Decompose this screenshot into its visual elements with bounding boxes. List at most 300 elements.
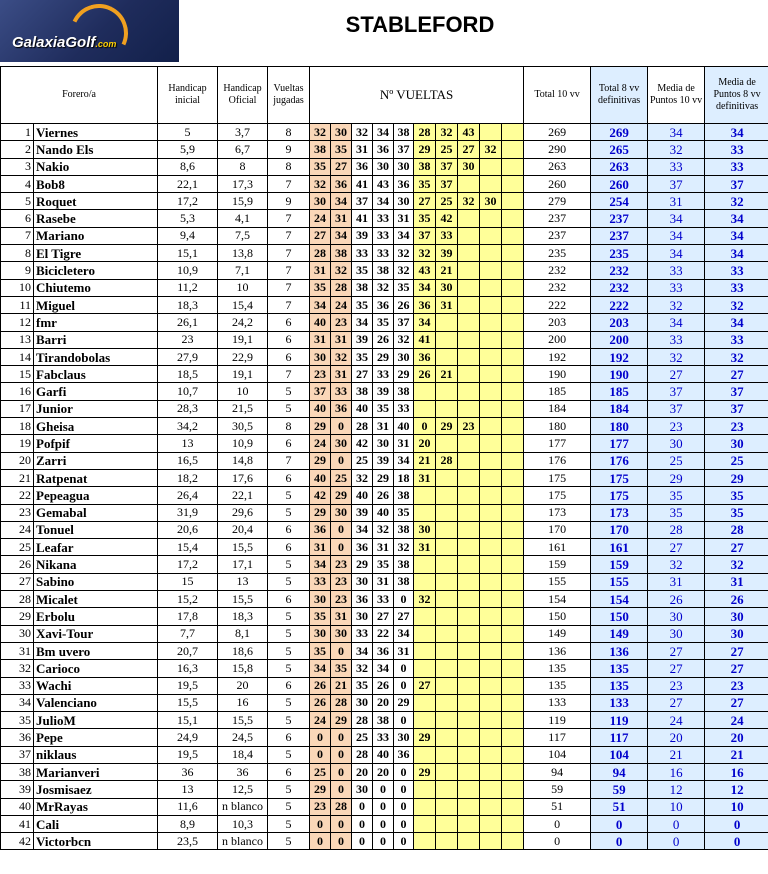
media-10-cell: 34	[648, 210, 705, 227]
media-10-cell: 32	[648, 141, 705, 158]
media-8-cell: 27	[705, 642, 768, 659]
round-score-cell	[502, 331, 524, 348]
handicap-inicial-cell: 26,4	[158, 487, 218, 504]
player-name-cell: Nikana	[34, 556, 158, 573]
round-score-cell	[502, 366, 524, 383]
total-10-cell: 104	[524, 746, 591, 763]
rank-cell: 25	[1, 539, 34, 556]
player-name-cell: Xavi-Tour	[34, 625, 158, 642]
player-name-cell: Rasebe	[34, 210, 158, 227]
player-name-cell: Leafar	[34, 539, 158, 556]
total-8-cell: 135	[591, 660, 648, 677]
round-score-cell: 31	[373, 539, 394, 556]
total-8-cell: 150	[591, 608, 648, 625]
total-8-cell: 0	[591, 833, 648, 850]
media-8-cell: 35	[705, 504, 768, 521]
media-10-cell: 10	[648, 798, 705, 815]
handicap-oficial-cell: 4,1	[218, 210, 268, 227]
total-8-cell: 263	[591, 158, 648, 175]
total-10-cell: 203	[524, 314, 591, 331]
vueltas-jugadas-cell: 9	[268, 141, 310, 158]
header-handicap-inicial: Handicap inicial	[158, 67, 218, 124]
media-8-cell: 33	[705, 331, 768, 348]
handicap-oficial-cell: 24,2	[218, 314, 268, 331]
player-name-cell: Zarri	[34, 452, 158, 469]
total-8-cell: 237	[591, 210, 648, 227]
round-score-cell	[480, 746, 502, 763]
round-score-cell	[436, 348, 458, 365]
handicap-inicial-cell: 31,9	[158, 504, 218, 521]
round-score-cell: 32	[310, 124, 331, 141]
handicap-inicial-cell: 9,4	[158, 227, 218, 244]
round-score-cell	[480, 591, 502, 608]
round-score-cell	[436, 642, 458, 659]
round-score-cell: 23	[458, 418, 480, 435]
round-score-cell	[480, 642, 502, 659]
round-score-cell: 0	[331, 521, 352, 538]
round-score-cell	[480, 124, 502, 141]
round-score-cell	[458, 712, 480, 729]
table-row	[1, 660, 768, 677]
round-score-cell	[458, 763, 480, 780]
round-score-cell	[480, 175, 502, 192]
vueltas-jugadas-cell: 7	[268, 262, 310, 279]
round-score-cell: 26	[373, 331, 394, 348]
media-8-cell: 32	[705, 556, 768, 573]
total-10-cell: 159	[524, 556, 591, 573]
round-score-cell	[436, 712, 458, 729]
round-score-cell: 26	[310, 694, 331, 711]
round-score-cell: 28	[310, 245, 331, 262]
rank-cell: 7	[1, 227, 34, 244]
round-score-cell	[458, 608, 480, 625]
table-row	[1, 539, 768, 556]
round-score-cell	[458, 175, 480, 192]
round-score-cell	[502, 815, 524, 832]
round-score-cell	[436, 487, 458, 504]
round-score-cell: 28	[331, 279, 352, 296]
round-score-cell	[502, 625, 524, 642]
round-score-cell	[502, 296, 524, 313]
handicap-oficial-cell: 10	[218, 279, 268, 296]
vueltas-jugadas-cell: 5	[268, 781, 310, 798]
table-row	[1, 833, 768, 850]
header-row	[1, 67, 768, 124]
round-score-cell: 0	[394, 712, 414, 729]
handicap-inicial-cell: 17,2	[158, 556, 218, 573]
media-10-cell: 28	[648, 521, 705, 538]
round-score-cell	[480, 366, 502, 383]
handicap-oficial-cell: 19,1	[218, 331, 268, 348]
media-8-cell: 34	[705, 210, 768, 227]
player-name-cell: Fabclaus	[34, 366, 158, 383]
handicap-inicial-cell: 18,3	[158, 296, 218, 313]
round-score-cell	[436, 573, 458, 590]
total-8-cell: 161	[591, 539, 648, 556]
handicap-inicial-cell: 8,9	[158, 815, 218, 832]
rank-cell: 6	[1, 210, 34, 227]
round-score-cell	[480, 331, 502, 348]
total-10-cell: 161	[524, 539, 591, 556]
player-name-cell: Gemabal	[34, 504, 158, 521]
rank-cell: 15	[1, 366, 34, 383]
vueltas-jugadas-cell: 6	[268, 348, 310, 365]
media-10-cell: 25	[648, 452, 705, 469]
player-name-cell: Tirandobolas	[34, 348, 158, 365]
handicap-oficial-cell: 16	[218, 694, 268, 711]
round-score-cell: 34	[373, 193, 394, 210]
round-score-cell	[502, 469, 524, 486]
total-10-cell: 263	[524, 158, 591, 175]
total-10-cell: 155	[524, 573, 591, 590]
total-10-cell: 260	[524, 175, 591, 192]
media-10-cell: 20	[648, 729, 705, 746]
media-8-cell: 37	[705, 400, 768, 417]
round-score-cell	[436, 539, 458, 556]
total-10-cell: 269	[524, 124, 591, 141]
player-name-cell: Viernes	[34, 124, 158, 141]
round-score-cell	[436, 625, 458, 642]
round-score-cell	[480, 712, 502, 729]
total-8-cell: 190	[591, 366, 648, 383]
round-score-cell: 29	[414, 729, 436, 746]
player-name-cell: Bob8	[34, 175, 158, 192]
round-score-cell: 35	[310, 642, 331, 659]
round-score-cell: 27	[394, 608, 414, 625]
round-score-cell: 0	[310, 833, 331, 850]
round-score-cell	[436, 694, 458, 711]
rank-cell: 10	[1, 279, 34, 296]
round-score-cell: 36	[352, 591, 373, 608]
round-score-cell	[502, 400, 524, 417]
round-score-cell: 35	[373, 556, 394, 573]
round-score-cell	[480, 798, 502, 815]
round-score-cell: 35	[414, 175, 436, 192]
round-score-cell: 33	[373, 366, 394, 383]
round-score-cell: 29	[310, 452, 331, 469]
round-score-cell	[458, 400, 480, 417]
media-8-cell: 34	[705, 245, 768, 262]
table-row	[1, 245, 768, 262]
vueltas-jugadas-cell: 5	[268, 642, 310, 659]
round-score-cell	[458, 487, 480, 504]
handicap-inicial-cell: 15,1	[158, 712, 218, 729]
table-row	[1, 642, 768, 659]
player-name-cell: Bicicletero	[34, 262, 158, 279]
media-8-cell: 30	[705, 435, 768, 452]
media-8-cell: 23	[705, 418, 768, 435]
round-score-cell: 33	[373, 245, 394, 262]
round-score-cell: 38	[394, 573, 414, 590]
round-score-cell: 37	[414, 227, 436, 244]
round-score-cell	[458, 331, 480, 348]
media-10-cell: 27	[648, 642, 705, 659]
round-score-cell: 34	[331, 193, 352, 210]
media-8-cell: 23	[705, 677, 768, 694]
round-score-cell: 33	[436, 227, 458, 244]
total-8-cell: 232	[591, 279, 648, 296]
round-score-cell: 0	[394, 815, 414, 832]
round-score-cell	[480, 245, 502, 262]
table-row	[1, 608, 768, 625]
player-name-cell: Miguel	[34, 296, 158, 313]
round-score-cell: 31	[331, 608, 352, 625]
player-name-cell: Pepeagua	[34, 487, 158, 504]
round-score-cell	[480, 210, 502, 227]
round-score-cell: 35	[331, 660, 352, 677]
vueltas-jugadas-cell: 5	[268, 625, 310, 642]
total-8-cell: 154	[591, 591, 648, 608]
round-score-cell	[480, 625, 502, 642]
header-media-8: Media de Puntos 8 vv definitivas	[705, 67, 768, 124]
round-score-cell: 0	[352, 815, 373, 832]
handicap-oficial-cell: 7,5	[218, 227, 268, 244]
round-score-cell: 0	[331, 781, 352, 798]
round-score-cell	[502, 227, 524, 244]
rank-cell: 42	[1, 833, 34, 850]
round-score-cell: 21	[331, 677, 352, 694]
handicap-oficial-cell: 15,5	[218, 591, 268, 608]
round-score-cell: 33	[373, 210, 394, 227]
handicap-inicial-cell: 11,2	[158, 279, 218, 296]
rank-cell: 5	[1, 193, 34, 210]
media-8-cell: 27	[705, 660, 768, 677]
vueltas-jugadas-cell: 5	[268, 608, 310, 625]
round-score-cell: 0	[373, 833, 394, 850]
round-score-cell: 29	[394, 694, 414, 711]
handicap-inicial-cell: 8,6	[158, 158, 218, 175]
total-10-cell: 135	[524, 677, 591, 694]
round-score-cell	[502, 504, 524, 521]
round-score-cell: 33	[394, 400, 414, 417]
round-score-cell: 29	[436, 418, 458, 435]
media-10-cell: 12	[648, 781, 705, 798]
round-score-cell: 32	[394, 539, 414, 556]
handicap-inicial-cell: 36	[158, 763, 218, 780]
media-10-cell: 24	[648, 712, 705, 729]
vueltas-jugadas-cell: 5	[268, 694, 310, 711]
total-10-cell: 0	[524, 815, 591, 832]
media-8-cell: 24	[705, 712, 768, 729]
round-score-cell: 30	[352, 694, 373, 711]
round-score-cell	[502, 452, 524, 469]
table-row	[1, 521, 768, 538]
round-score-cell: 36	[373, 296, 394, 313]
handicap-oficial-cell: 30,5	[218, 418, 268, 435]
round-score-cell: 24	[331, 296, 352, 313]
handicap-inicial-cell: 7,7	[158, 625, 218, 642]
vueltas-jugadas-cell: 5	[268, 383, 310, 400]
round-score-cell	[436, 521, 458, 538]
rank-cell: 35	[1, 712, 34, 729]
round-score-cell: 0	[331, 815, 352, 832]
player-name-cell: Pepe	[34, 729, 158, 746]
media-8-cell: 30	[705, 608, 768, 625]
round-score-cell: 30	[331, 124, 352, 141]
round-score-cell	[480, 660, 502, 677]
table-row	[1, 262, 768, 279]
round-score-cell: 30	[394, 348, 414, 365]
round-score-cell: 38	[414, 158, 436, 175]
vueltas-jugadas-cell: 5	[268, 487, 310, 504]
rank-cell: 33	[1, 677, 34, 694]
round-score-cell: 21	[436, 262, 458, 279]
round-score-cell: 38	[373, 262, 394, 279]
handicap-inicial-cell: 15,5	[158, 694, 218, 711]
round-score-cell	[436, 660, 458, 677]
round-score-cell: 18	[394, 469, 414, 486]
table-row	[1, 348, 768, 365]
round-score-cell: 0	[331, 539, 352, 556]
total-10-cell: 290	[524, 141, 591, 158]
handicap-inicial-cell: 24,9	[158, 729, 218, 746]
round-score-cell: 38	[394, 556, 414, 573]
round-score-cell: 36	[394, 746, 414, 763]
header-total-8: Total 8 vv definitivas	[591, 67, 648, 124]
round-score-cell: 30	[458, 158, 480, 175]
round-score-cell: 35	[394, 279, 414, 296]
round-score-cell: 39	[352, 227, 373, 244]
media-10-cell: 32	[648, 556, 705, 573]
round-score-cell	[502, 383, 524, 400]
total-10-cell: 149	[524, 625, 591, 642]
vueltas-jugadas-cell: 7	[268, 366, 310, 383]
table-row	[1, 781, 768, 798]
round-score-cell	[436, 729, 458, 746]
handicap-inicial-cell: 23	[158, 331, 218, 348]
table-row	[1, 435, 768, 452]
round-score-cell	[458, 245, 480, 262]
round-score-cell	[436, 608, 458, 625]
player-name-cell: Gheisa	[34, 418, 158, 435]
media-10-cell: 29	[648, 469, 705, 486]
media-8-cell: 37	[705, 175, 768, 192]
round-score-cell	[436, 833, 458, 850]
round-score-cell: 35	[394, 504, 414, 521]
round-score-cell: 32	[373, 521, 394, 538]
total-10-cell: 192	[524, 348, 591, 365]
round-score-cell: 31	[373, 573, 394, 590]
round-score-cell: 32	[458, 193, 480, 210]
table-row	[1, 573, 768, 590]
handicap-oficial-cell: 22,9	[218, 348, 268, 365]
handicap-oficial-cell: 14,8	[218, 452, 268, 469]
media-10-cell: 34	[648, 245, 705, 262]
round-score-cell: 31	[331, 210, 352, 227]
round-score-cell	[502, 521, 524, 538]
round-score-cell: 29	[414, 763, 436, 780]
player-name-cell: Junior	[34, 400, 158, 417]
round-score-cell: 43	[414, 262, 436, 279]
total-8-cell: 155	[591, 573, 648, 590]
round-score-cell: 33	[352, 625, 373, 642]
round-score-cell: 29	[331, 487, 352, 504]
header-handicap-oficial: Handicap Oficial	[218, 67, 268, 124]
round-score-cell: 26	[414, 366, 436, 383]
total-8-cell: 59	[591, 781, 648, 798]
total-8-cell: 177	[591, 435, 648, 452]
round-score-cell: 43	[458, 124, 480, 141]
round-score-cell	[414, 833, 436, 850]
round-score-cell: 31	[414, 469, 436, 486]
table-row	[1, 487, 768, 504]
handicap-oficial-cell: 22,1	[218, 487, 268, 504]
round-score-cell	[458, 729, 480, 746]
handicap-oficial-cell: 29,6	[218, 504, 268, 521]
media-10-cell: 26	[648, 591, 705, 608]
media-10-cell: 27	[648, 366, 705, 383]
rank-cell: 24	[1, 521, 34, 538]
round-score-cell: 30	[331, 625, 352, 642]
round-score-cell	[414, 798, 436, 815]
total-10-cell: 59	[524, 781, 591, 798]
total-8-cell: 133	[591, 694, 648, 711]
round-score-cell	[502, 418, 524, 435]
round-score-cell	[436, 331, 458, 348]
round-score-cell: 28	[352, 418, 373, 435]
round-score-cell: 22	[373, 625, 394, 642]
vueltas-jugadas-cell: 6	[268, 539, 310, 556]
total-8-cell: 200	[591, 331, 648, 348]
round-score-cell: 28	[414, 124, 436, 141]
round-score-cell: 35	[373, 400, 394, 417]
round-score-cell	[502, 677, 524, 694]
round-score-cell	[480, 677, 502, 694]
total-8-cell: 237	[591, 227, 648, 244]
round-score-cell	[502, 763, 524, 780]
round-score-cell: 32	[394, 262, 414, 279]
table-row	[1, 175, 768, 192]
round-score-cell: 40	[310, 400, 331, 417]
round-score-cell	[458, 314, 480, 331]
vueltas-jugadas-cell: 5	[268, 746, 310, 763]
player-name-cell: Sabino	[34, 573, 158, 590]
player-name-cell: Mariano	[34, 227, 158, 244]
round-score-cell	[480, 400, 502, 417]
round-score-cell	[436, 798, 458, 815]
round-score-cell	[502, 746, 524, 763]
round-score-cell	[502, 175, 524, 192]
handicap-inicial-cell: 17,8	[158, 608, 218, 625]
media-10-cell: 31	[648, 573, 705, 590]
rank-cell: 34	[1, 694, 34, 711]
table-row	[1, 331, 768, 348]
round-score-cell	[502, 314, 524, 331]
round-score-cell	[480, 227, 502, 244]
total-10-cell: 235	[524, 245, 591, 262]
media-10-cell: 34	[648, 314, 705, 331]
round-score-cell: 31	[436, 296, 458, 313]
round-score-cell: 23	[310, 366, 331, 383]
total-10-cell: 237	[524, 210, 591, 227]
round-score-cell: 29	[373, 469, 394, 486]
round-score-cell	[414, 504, 436, 521]
round-score-cell: 40	[394, 418, 414, 435]
round-score-cell: 29	[352, 556, 373, 573]
round-score-cell	[480, 314, 502, 331]
round-score-cell	[480, 487, 502, 504]
handicap-inicial-cell: 19,5	[158, 746, 218, 763]
header-total-10: Total 10 vv	[524, 67, 591, 124]
vueltas-jugadas-cell: 5	[268, 504, 310, 521]
round-score-cell: 31	[352, 141, 373, 158]
round-score-cell	[436, 314, 458, 331]
table-row	[1, 694, 768, 711]
round-score-cell	[502, 158, 524, 175]
round-score-cell: 33	[352, 245, 373, 262]
round-score-cell	[436, 591, 458, 608]
round-score-cell: 37	[436, 175, 458, 192]
